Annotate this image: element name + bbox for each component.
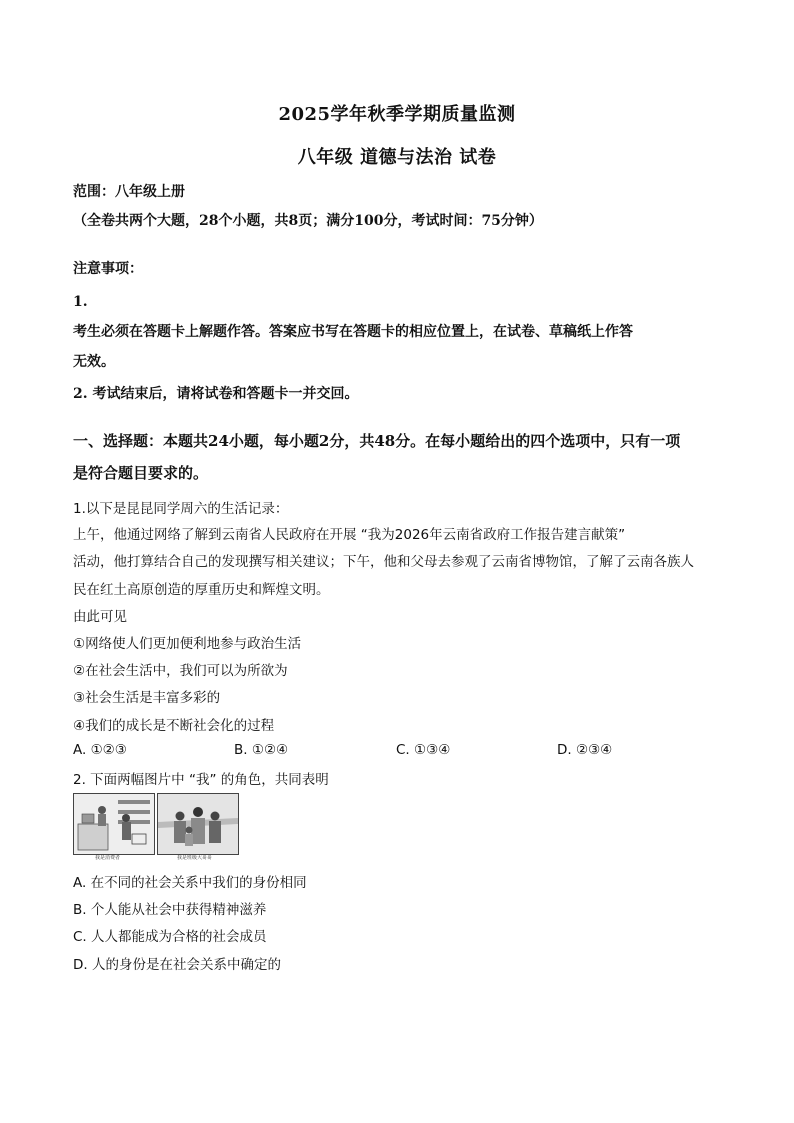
- note-1-line-1: 考生必须在答题卡上解题作答。答案应书写在答题卡的相应位置上，在试卷、草稿纸上作答: [73, 324, 633, 340]
- note-1-number: 1.: [73, 294, 88, 310]
- q1-stem-line-1: 1.以下是昆昆同学周六的生活记录：: [73, 501, 289, 517]
- q1-stem-line-3: 活动，他打算结合自己的发现撰写相关建议；下午，他和父母去参观了云南省博物馆，了解了云南各族人: [73, 554, 694, 570]
- consumer-picture: [73, 793, 155, 855]
- q1-option-c: C. ①③④: [396, 742, 451, 758]
- section-1-heading-line-1: 一、选择题：本题共24小题，每小题2分，共48分。在每小题给出的四个选项中，只有一项: [73, 432, 681, 450]
- section-1-heading-line-2: 是符合题目要求的。: [73, 464, 209, 482]
- exam-title: 2025学年秋季学期质量监测: [278, 104, 516, 125]
- consumer-caption: 我是消费者: [95, 855, 121, 861]
- q1-statement-3: ③社会生活是丰富多彩的: [73, 690, 221, 706]
- q1-stem-line-5: 由此可见: [73, 609, 127, 625]
- q1-stem-line-4: 民在红土高原创造的厚重历史和辉煌文明。: [73, 582, 330, 598]
- notes-heading: 注意事项：: [73, 261, 143, 277]
- note-1-line-2: 无效。: [73, 354, 115, 370]
- q1-option-d: D. ②③④: [557, 742, 613, 758]
- big-brother-caption: 我是班级大哥哥: [177, 855, 213, 861]
- q1-statement-4: ④我们的成长是不断社会化的过程: [73, 718, 275, 734]
- exam-details: （全卷共两个大题，28个小题，共8页；满分100分，考试时间：75分钟）: [73, 213, 543, 229]
- q1-stem-line-2: 上午，他通过网络了解到云南省人民政府在开展 “我为2026年云南省政府工作报告建言献策”: [73, 527, 626, 543]
- big-brother-picture: [157, 793, 239, 855]
- q1-statement-2: ②在社会生活中，我们可以为所欲为: [73, 663, 288, 679]
- q1-statement-1: ①网络使人们更加便利地参与政治生活: [73, 636, 302, 652]
- scope-text: 范围：八年级上册: [73, 184, 185, 200]
- q2-illustration: [73, 793, 238, 863]
- q2-option-c: C. 人人都能成为合格的社会成员: [73, 929, 267, 945]
- q2-stem: 2. 下面两幅图片中 “我” 的角色，共同表明: [73, 772, 329, 788]
- q2-option-b: B. 个人能从社会中获得精神滋养: [73, 902, 267, 918]
- q1-option-b: B. ①②④: [234, 742, 289, 758]
- note-2: 2. 考试结束后，请将试卷和答题卡一并交回。: [73, 386, 359, 402]
- q1-option-a: A. ①②③: [73, 742, 127, 758]
- exam-subtitle: 八年级 道德与法治 试卷: [297, 147, 497, 168]
- q2-option-d: D. 人的身份是在社会关系中确定的: [73, 957, 281, 973]
- q2-option-a: A. 在不同的社会关系中我们的身份相同: [73, 875, 307, 891]
